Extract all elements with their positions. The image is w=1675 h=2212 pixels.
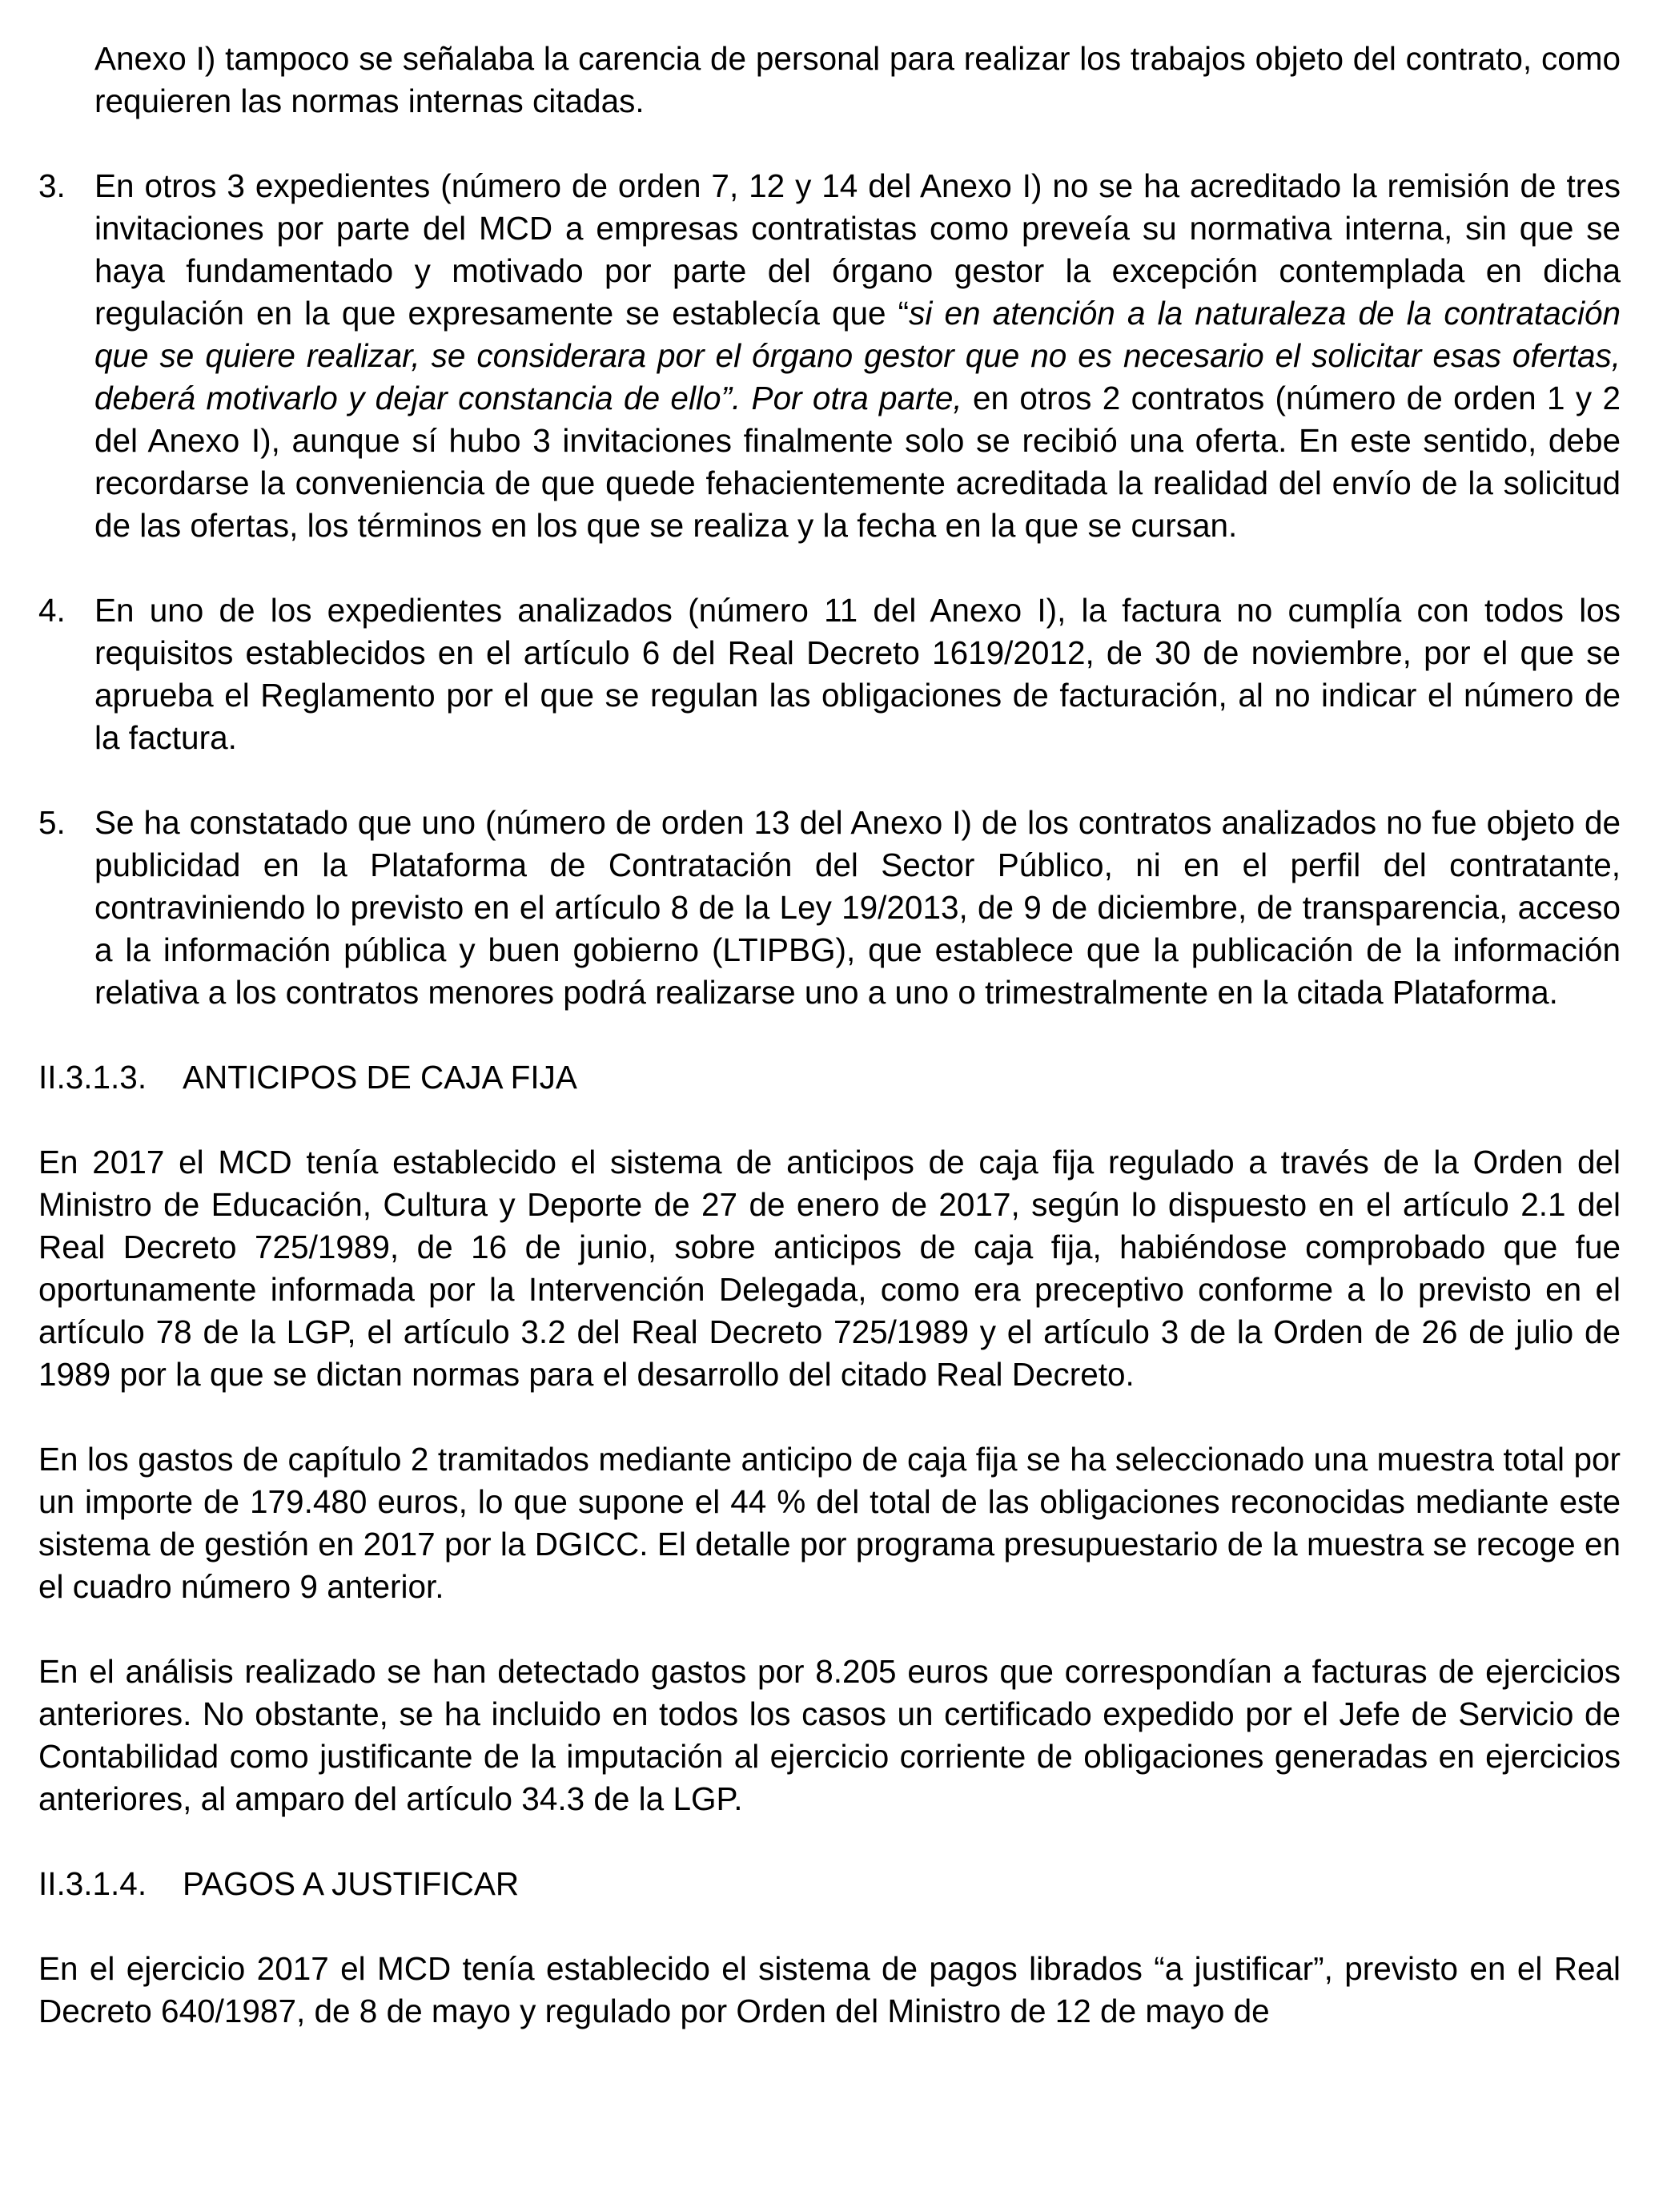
section-number: II.3.1.4. [38, 1864, 147, 1902]
paragraph: En 2017 el MCD tenía establecido el sistema de anticipos de caja fija regulado a través de la Orden del Ministro de Educación, Cultura y Deporte de 27 de enero de 2017, según lo dispuesto en el artículo 2.1 del Real Decreto 725/1989, de 16 de junio, sobre anticipos de caja fija, habiéndose comprobado que fue oportunamente informada por la Intervención Delegada, como era preceptivo conforme a lo previsto en el artículo 78 de la LGP, el artículo 3.2 del Real Decreto 725/1989 y el artículo 3 de la Orden de 26 de julio de 1989 por la que se dictan normas para el desarrollo del citado Real Decreto. [38, 1143, 1621, 1393]
section-heading-anticipos [38, 1056, 1621, 1099]
list-item-text [94, 165, 1621, 547]
list-item-text: Se ha constatado que uno (número de orden 13 del Anexo I) de los contratos analizados no fue objeto de publicidad en la Plataforma de Contratación del Sector Público, ni en el perfil del contratante, contraviniendo lo previsto en el artículo 8 de la Ley 19/2013, de 9 de diciembre, de transparencia, acceso a la información pública y buen gobierno (LTIPBG), que establece que la publicación de la información relativa a los contratos menores podrá realizarse uno a uno o trimestralmente en la citada Plataforma. [94, 803, 1621, 1011]
section-heading-pagos [38, 1863, 1621, 1905]
list-item-number: 4. [38, 591, 66, 629]
list-item-text: En uno de los expedientes analizados (número 11 del Anexo I), la factura no cumplía con todos los requisitos establecidos en el artículo 6 del Real Decreto 1619/2012, de 30 de noviembre, por el que se aprueba el Reglamento por el que se regulan las obligaciones de facturación, al no indicar el número de la factura. [94, 591, 1621, 756]
list-item-number: 5. [38, 803, 66, 841]
paragraph: En el ejercicio 2017 el MCD tenía establecido el sistema de pagos librados “a justificar”, previsto en el Real Decreto 640/1987, de 8 de mayo y regulado por Orden del Ministro de 12 de mayo de [38, 1949, 1621, 2029]
list-item-4 [38, 589, 1621, 759]
section-title: ANTICIPOS DE CAJA FIJA [183, 1058, 577, 1096]
document-page [38, 5, 1621, 2075]
list-item-3 [38, 165, 1621, 547]
item-3-text-a: En otros 3 expedientes (número de orden 7, 12 y 14 del Anexo I) no se ha acreditado la remisión de tres invitaciones por parte del MCD a empresas contratistas como preveía su normativa interna, sin que se haya fundamentado y motivado por parte del órgano gestor la excepción contemplada en dicha regulación en la que expresamente se establecía que “ [94, 167, 1621, 332]
section-number: II.3.1.3. [38, 1058, 147, 1096]
paragraph: En los gastos de capítulo 2 tramitados mediante anticipo de caja fija se ha seleccionado una muestra total por un importe de 179.480 euros, lo que supone el 44 % del total de las obligaciones reconocidas mediante este sistema de gestión en 2017 por la DGICC. El detalle por programa presupuestario de la muestra se recoge en el cuadro número 9 anterior. [38, 1440, 1621, 1605]
list-item-2-continuation: Anexo I) tampoco se señalaba la carencia de personal para realizar los trabajos objeto del contrato, como requieren las normas internas citadas. [94, 39, 1621, 119]
item-3-text-b: en otros 2 contratos (número de orden 1 y 2 del Anexo I), aunque sí hubo 3 invitaciones finalmente solo se recibió una oferta. En este sentido, debe recordarse la conveniencia de que quede fehacientemente acreditada la realidad del envío de la solicitud de las ofertas, los términos en los que se realiza y la fecha en la que se cursan. [94, 379, 1621, 544]
list-item-5 [38, 802, 1621, 1014]
list-item-number: 3. [38, 167, 66, 204]
paragraph: En el análisis realizado se han detectado gastos por 8.205 euros que correspondían a facturas de ejercicios anteriores. No obstante, se ha incluido en todos los casos un certificado expedido por el Jefe de Servicio de Contabilidad como justificante de la imputación al ejercicio corriente de obligaciones generadas en ejercicios anteriores, al amparo del artículo 34.3 de la LGP. [38, 1652, 1621, 1817]
item-3-quote: si en atención a la naturaleza de la contratación que se quiere realizar, se considerara por el órgano gestor que no es necesario el solicitar esas ofertas, deberá motivarlo y dejar constancia de ello”. Por otra parte, [94, 294, 1621, 416]
section-title: PAGOS A JUSTIFICAR [183, 1864, 520, 1902]
